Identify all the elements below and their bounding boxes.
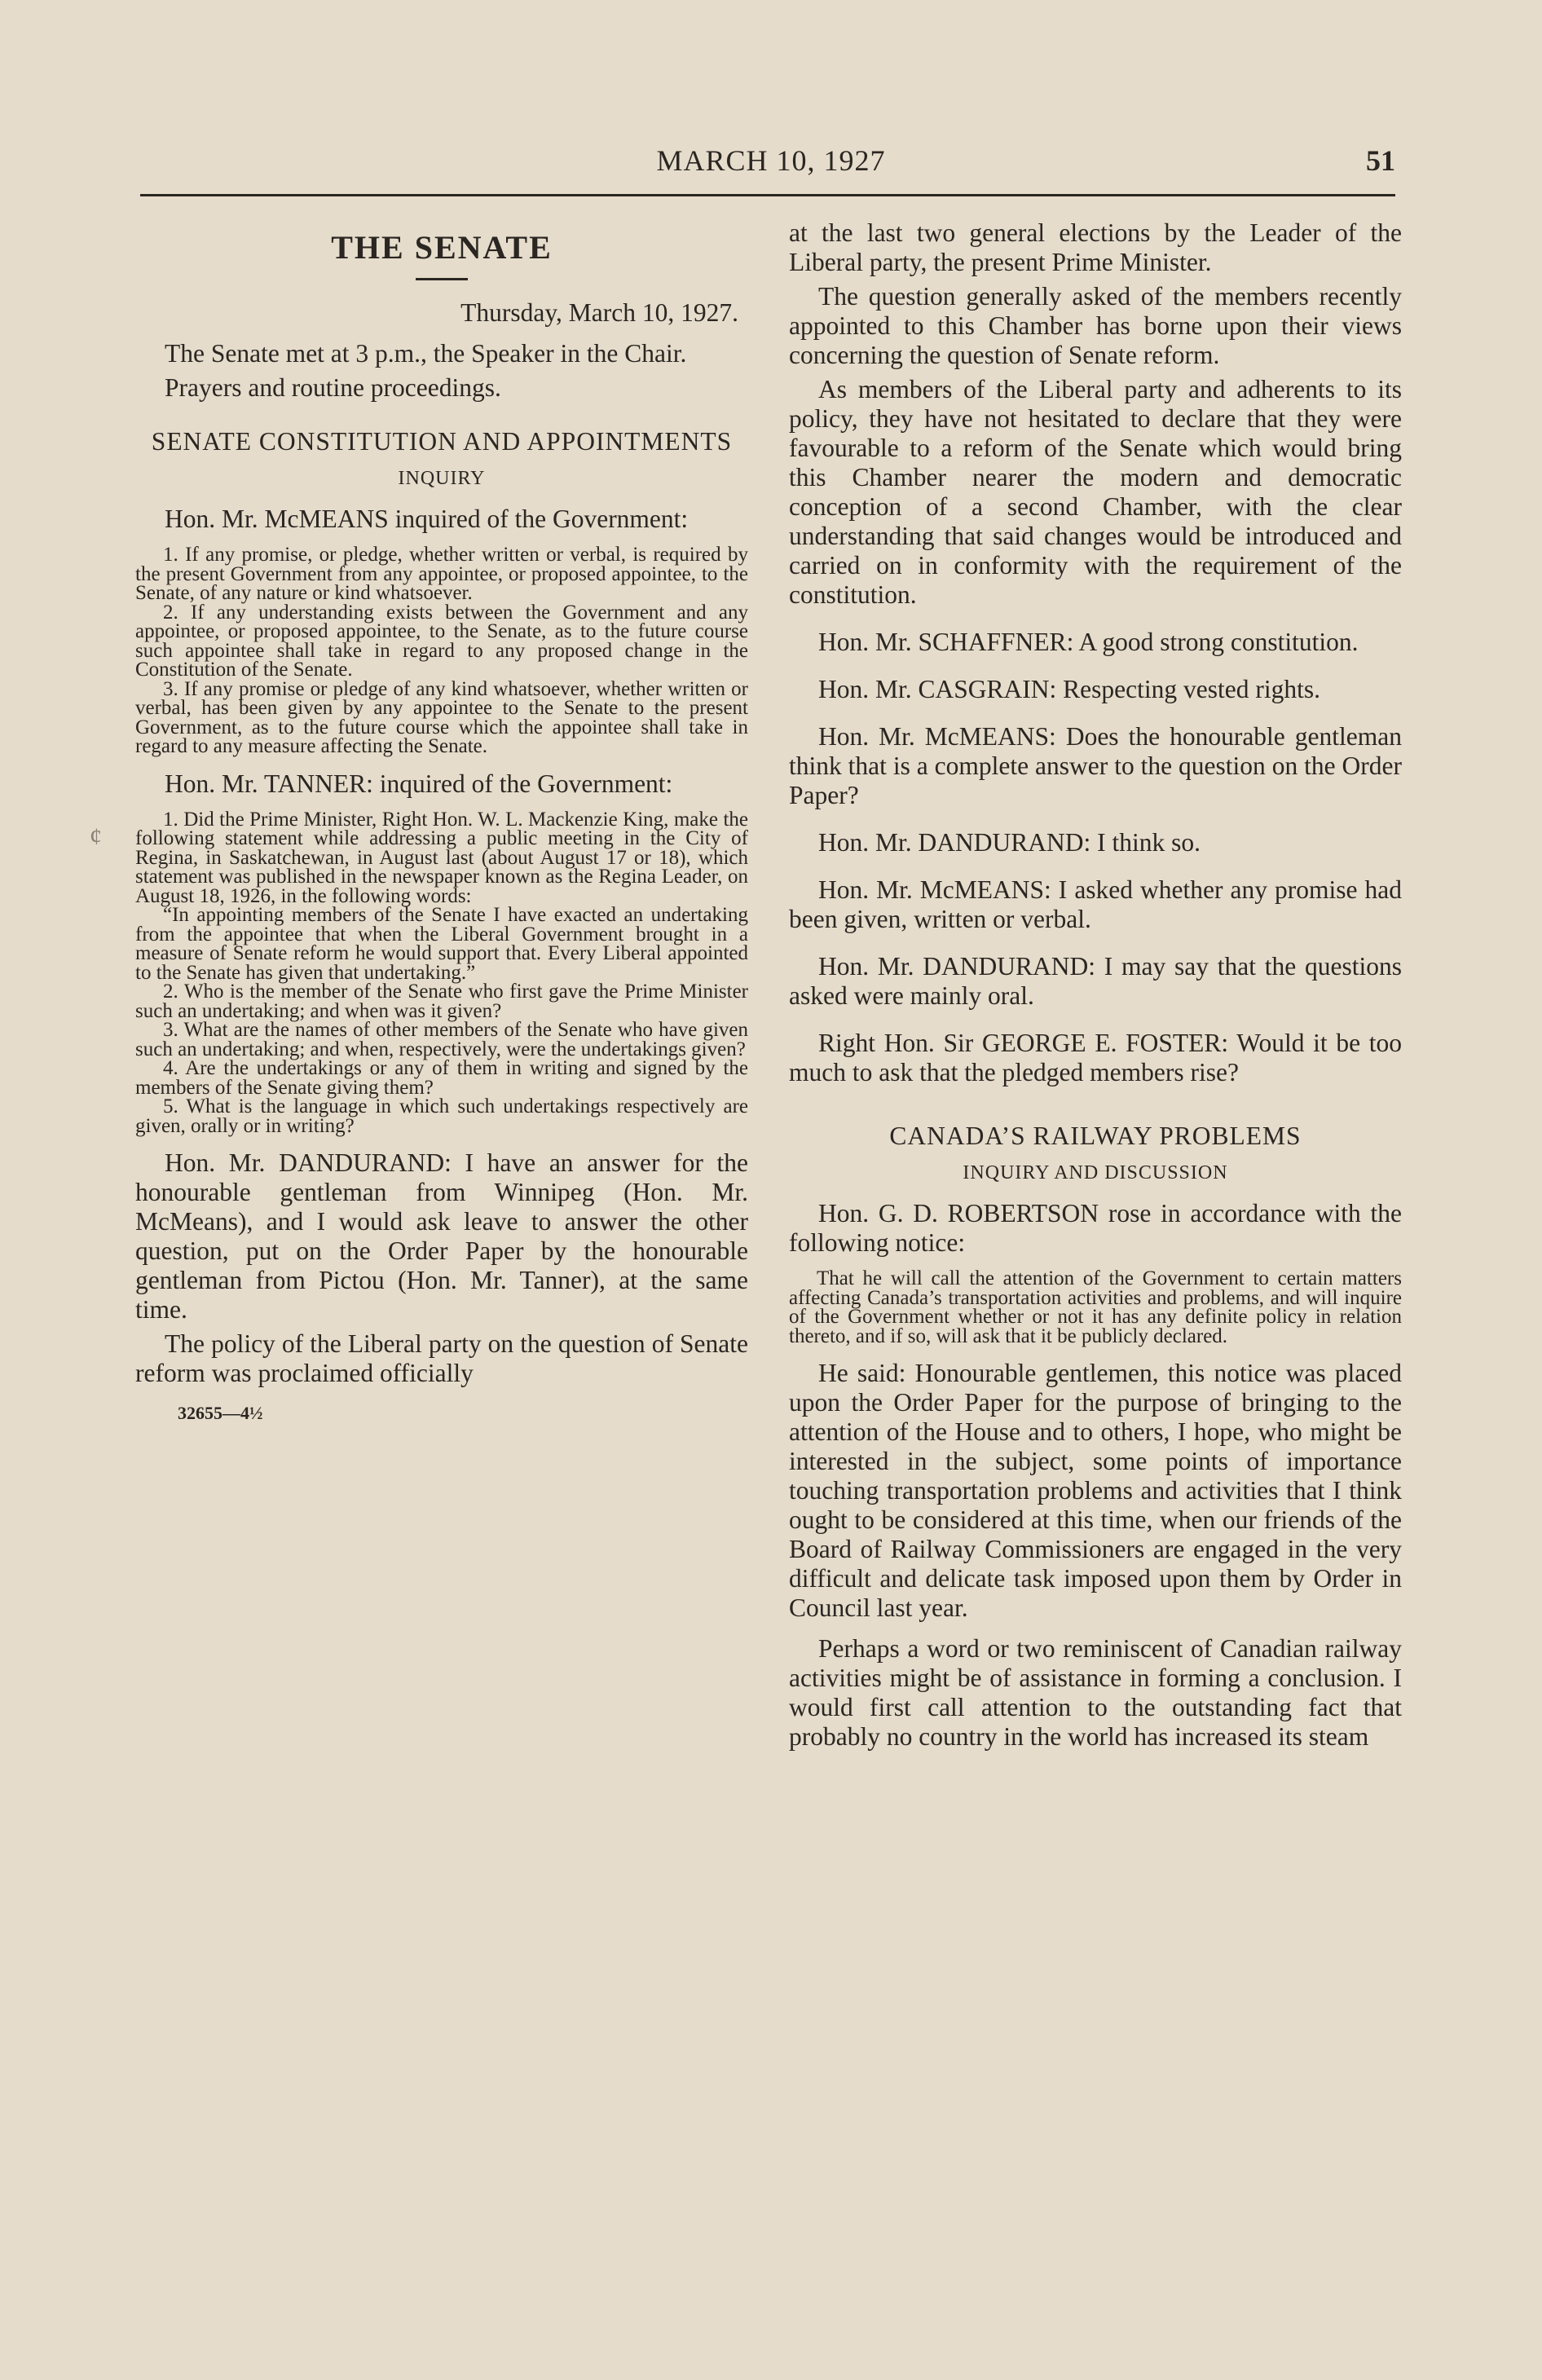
exchange-line: Hon. Mr. McMEANS: I asked whether any promise had been given, written or verbal. bbox=[789, 875, 1402, 933]
header-rule bbox=[140, 194, 1395, 196]
section-heading-constitution: SENATE CONSTITUTION AND APPOINTMENTS bbox=[151, 427, 733, 456]
policy-paragraph: The policy of the Liberal party on the question of Senate reform was proclaimed officially bbox=[135, 1329, 748, 1387]
tanner-intro: Hon. Mr. TANNER: inquired of the Government: bbox=[165, 769, 673, 798]
section-title-senate: THE SENATE bbox=[331, 229, 553, 266]
continued-paragraph: at the last two general elections by the Leader of the Liberal party, the present Prime Minister. bbox=[789, 218, 1402, 276]
question-item: 3. If any promise or pledge of any kind whatsoever, whether written or verbal, has been given by any appointee to the Senate to the present Government, as to the future course which the appointee shall take in regard to any measure affecting the Senate. bbox=[135, 677, 748, 757]
margin-mark: ¢ bbox=[90, 823, 102, 850]
dandurand-answer: Hon. Mr. DANDURAND: I have an answer for the honourable gentleman from Winnipeg (Hon. Mr. McMeans), and I would ask leave to answer the other question, put on the Order Paper by the honourable gentleman from Pictou (Hon. Mr. Tanner), at the same time. bbox=[135, 1148, 748, 1324]
page-number: 51 bbox=[1366, 144, 1395, 177]
question-item: 1. If any promise, or pledge, whether written or verbal, is required by the present Government from any appointee, or proposed appointee, to the Senate, of any nature or kind whatsoever. bbox=[135, 544, 748, 604]
question-item: 2. If any understanding exists between the Government and any appointee, or proposed appointee, to the Senate, as to the future course such appointee shall take in regard to any proposed change in the Constitution of the Senate. bbox=[135, 601, 748, 681]
mcmeans-questions bbox=[135, 545, 748, 756]
notice-text: That he will call the attention of the Government to certain matters affecting Canada’s transportation activities and problems, and will inquire of the Government whether or not it has any definite policy in relation thereto, and if so, will ask that it be publicly declared. bbox=[789, 1267, 1402, 1347]
speech-paragraph: Perhaps a word or two reminiscent of Canadian railway activities might be of assistance in forming a conclusion. I would first call attention to the outstanding fact that probably no country in the world has increased its steam bbox=[789, 1634, 1402, 1751]
right-column bbox=[789, 218, 1402, 1756]
running-header-date: MARCH 10, 1927 bbox=[656, 144, 886, 177]
section-subheading-inquiry: INQUIRY bbox=[398, 468, 486, 489]
mcmeans-intro: Hon. Mr. McMEANS inquired of the Government: bbox=[165, 505, 689, 533]
exchange-line: Hon. Mr. CASGRAIN: Respecting vested rights. bbox=[818, 675, 1320, 703]
section-heading-railway: CANADA’S RAILWAY PROBLEMS bbox=[889, 1122, 1302, 1150]
robertson-intro: Hon. G. D. ROBERTSON rose in accordance with the following notice: bbox=[789, 1199, 1402, 1257]
section-subheading-discussion: INQUIRY AND DISCUSSION bbox=[963, 1162, 1228, 1183]
body-paragraph: The question generally asked of the members recently appointed to this Chamber has borne upon their views concerning the question of Senate reform. bbox=[789, 282, 1402, 369]
exchange-line: Right Hon. Sir GEORGE E. FOSTER: Would it be too much to ask that the pledged members rise? bbox=[789, 1029, 1402, 1086]
opening-paragraph: The Senate met at 3 p.m., the Speaker in the Chair. bbox=[165, 339, 687, 368]
exchange-line: Hon. Mr. SCHAFFNER: A good strong constitution. bbox=[818, 628, 1359, 656]
question-item: 3. What are the names of other members of the Senate who have given such an undertaking; and when, respectively, were the undertakings given? bbox=[135, 1019, 748, 1060]
exchange-line: Hon. Mr. McMEANS: Does the honourable gentleman think that is a complete answer to the question on the Order Paper? bbox=[789, 722, 1402, 809]
body-paragraph: As members of the Liberal party and adherents to its policy, they have not hesitated to declare that they were favourable to a reform of the Senate which would bring this Chamber nearer the modern and democratic conception of a second Chamber, with the clear understanding that said changes would be introduced and carried on in conformity with the requirement of the constitution. bbox=[789, 375, 1402, 609]
speech-paragraph: He said: Honourable gentlemen, this notice was placed upon the Order Paper for the purpose of bringing to the attention of the House and to others, I hope, who might be interested in the subject, some points of importance touching transportation problems and activities that I think ought to be considered at this time, when our friends of the Board of Railway Commissioners are engaged in the very difficult and delicate task imposed upon them by Order in Council last year. bbox=[789, 1359, 1402, 1622]
print-reference: 32655—4½ bbox=[178, 1403, 263, 1423]
quoted-statement: “In appointing members of the Senate I have exacted an undertaking from the appointee that when the Liberal Government brought in a measure of Senate reform he would support that. Every Liberal appointed to the Senate has given that undertaking.” bbox=[135, 904, 748, 984]
dateline: Thursday, March 10, 1927. bbox=[460, 298, 738, 327]
question-item: 2. Who is the member of the Senate who first gave the Prime Minister such an undertaking; and when was it given? bbox=[135, 981, 748, 1022]
exchange-line: Hon. Mr. DANDURAND: I may say that the questions asked were mainly oral. bbox=[789, 952, 1402, 1010]
question-item: 4. Are the undertakings or any of them in writing and signed by the members of the Senate giving them? bbox=[135, 1057, 748, 1099]
exchange-line: Hon. Mr. DANDURAND: I think so. bbox=[818, 828, 1201, 857]
tanner-questions bbox=[135, 810, 748, 1136]
question-item: 1. Did the Prime Minister, Right Hon. W. L. Mackenzie King, make the following statement while addressing a public meeting in the City of Regina, in Saskatchewan, in August last (about August 17 or 18), which statement was published in the newspaper known as the Regina Leader, on August 18, 1926, in the following words: bbox=[135, 808, 748, 907]
question-item: 5. What is the language in which such undertakings respectively are given, orally or in writing? bbox=[135, 1095, 748, 1137]
title-rule bbox=[416, 278, 468, 280]
opening-paragraph: Prayers and routine proceedings. bbox=[165, 373, 501, 402]
left-column bbox=[135, 218, 748, 1424]
